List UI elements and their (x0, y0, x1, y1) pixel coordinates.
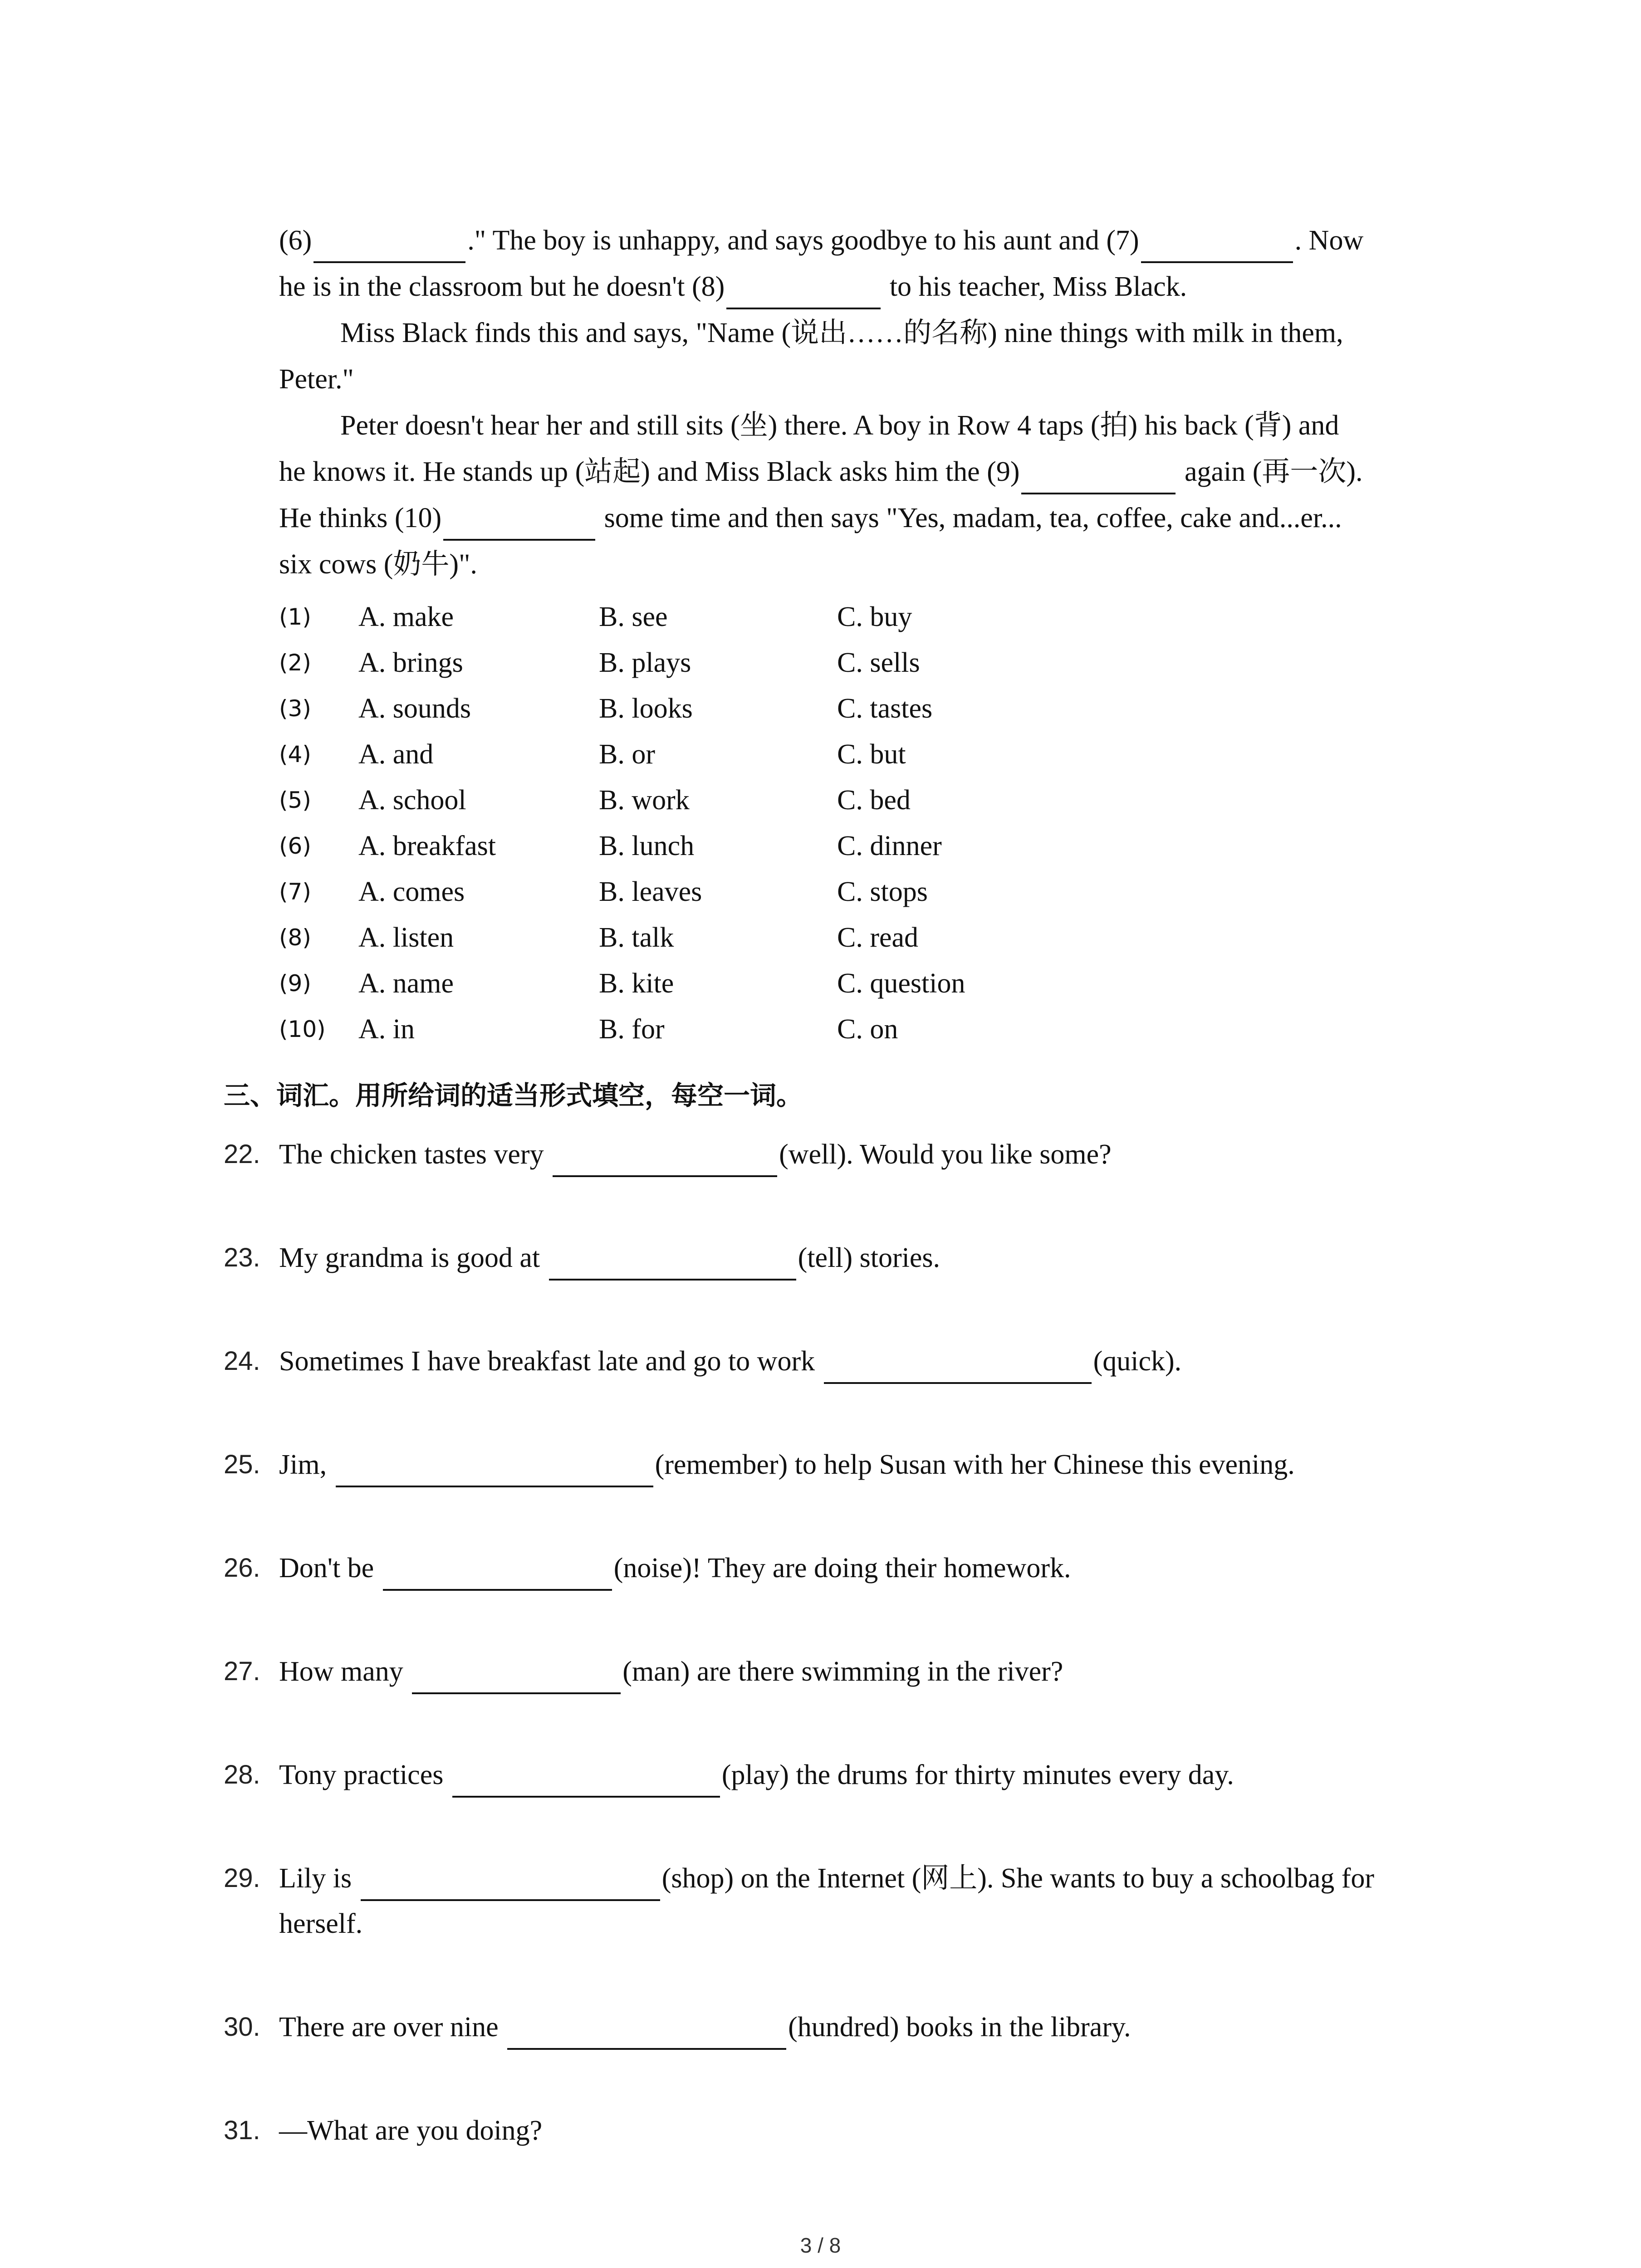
question-number: 29. (224, 1863, 260, 1893)
passage-text: some time and then says "Yes, madam, tea, coffee, cake and...er... (597, 503, 1342, 533)
answer-blank[interactable] (361, 1864, 660, 1901)
option-b[interactable]: B. leaves (599, 876, 702, 907)
option-number: (7) (279, 879, 311, 905)
option-a[interactable]: A. name (358, 968, 454, 999)
question-number: 25. (224, 1450, 260, 1479)
question-text: How many (279, 1656, 411, 1687)
passage-line: Peter doesn't hear her and still sits (坐) there. A boy in Row 4 taps (拍) his back (背) and (340, 410, 1339, 441)
answer-blank[interactable] (507, 2013, 786, 2050)
cloze-passage (279, 218, 1454, 588)
question-number: 30. (224, 2012, 260, 2042)
option-c[interactable]: C. tastes (837, 693, 933, 724)
option-row (279, 915, 1277, 961)
question-item (224, 2004, 1471, 2050)
option-b[interactable]: B. work (599, 785, 690, 816)
question-item (224, 1132, 1471, 1177)
option-row (279, 823, 1277, 869)
option-b[interactable]: B. looks (599, 693, 693, 724)
option-number: (10) (279, 1016, 326, 1042)
question-text: Tony practices (279, 1760, 451, 1790)
option-row (279, 732, 1277, 777)
passage-line (279, 218, 1454, 263)
answer-blank[interactable] (443, 503, 595, 541)
option-a[interactable]: A. and (358, 739, 434, 770)
option-row (279, 869, 1277, 915)
passage-text: He thinks (10) (279, 503, 442, 533)
question-number: 23. (224, 1243, 260, 1272)
passage-line: Peter." (279, 364, 354, 395)
option-b[interactable]: B. talk (599, 922, 674, 953)
page-number: 3 / 8 (800, 2234, 841, 2257)
passage-line (279, 449, 1454, 494)
option-a[interactable]: A. brings (358, 647, 463, 678)
passage-text: he knows it. He stands up (站起) and Miss Black asks him the (9) (279, 456, 1020, 487)
question-text: (man) are there swimming in the river? (622, 1656, 1063, 1687)
passage-text: he is in the classroom but he doesn't (8) (279, 271, 725, 302)
option-b[interactable]: B. see (599, 601, 668, 632)
passage-text: . Now (1294, 225, 1364, 256)
passage-text: (6) (279, 225, 312, 256)
option-b[interactable]: B. kite (599, 968, 674, 999)
option-c[interactable]: C. but (837, 739, 906, 770)
question-item (224, 1752, 1471, 1798)
option-c[interactable]: C. read (837, 922, 919, 953)
question-item (224, 2108, 1471, 2153)
option-c[interactable]: C. buy (837, 601, 912, 632)
section-title: 三、词汇。用所给词的适当形式填空，每空一词。 (224, 1080, 803, 1111)
option-a[interactable]: A. in (358, 1014, 415, 1045)
question-number: 26. (224, 1553, 260, 1583)
question-text: (well). Would you like some? (779, 1139, 1112, 1170)
option-row (279, 640, 1277, 686)
question-text: (tell) stories. (798, 1242, 941, 1273)
option-row (279, 594, 1277, 640)
question-text: Lily is (279, 1863, 359, 1894)
question-item (224, 1442, 1471, 1487)
answer-blank[interactable] (1021, 457, 1176, 494)
option-a[interactable]: A. breakfast (358, 831, 496, 861)
option-row (279, 686, 1277, 732)
question-text: My grandma is good at (279, 1242, 547, 1273)
passage-line (279, 264, 1454, 309)
option-c[interactable]: C. dinner (837, 831, 942, 861)
question-number: 27. (224, 1657, 260, 1686)
question-text: (shop) on the Internet (网上). She wants to buy a schoolbag for (661, 1863, 1375, 1894)
option-number: (6) (279, 833, 311, 859)
question-item (224, 1339, 1471, 1384)
passage-line: six cows (奶牛)". (279, 549, 477, 580)
option-number: (1) (279, 604, 311, 630)
question-number: 22. (224, 1139, 260, 1169)
question-number: 31. (224, 2116, 260, 2145)
option-number: (5) (279, 787, 311, 813)
option-a[interactable]: A. make (358, 601, 454, 632)
question-text: Sometimes I have breakfast late and go to work (279, 1346, 822, 1377)
question-item (224, 1856, 1471, 1946)
option-b[interactable]: B. plays (599, 647, 691, 678)
option-number: (8) (279, 924, 311, 951)
question-text: (quick). (1093, 1346, 1182, 1377)
question-text: (hundred) books in the library. (788, 2012, 1131, 2043)
option-c[interactable]: C. on (837, 1014, 898, 1045)
question-item (224, 1545, 1471, 1591)
question-number: 28. (224, 1760, 260, 1789)
option-a[interactable]: A. listen (358, 922, 454, 953)
option-c[interactable]: C. sells (837, 647, 920, 678)
option-row (279, 777, 1277, 823)
options-list (279, 594, 1277, 1052)
option-number: (3) (279, 695, 311, 722)
question-text: herself. (279, 1908, 363, 1939)
passage-text: ." The boy is unhappy, and says goodbye to his aunt and (7) (467, 225, 1139, 256)
question-text: Don't be (279, 1553, 381, 1584)
question-text: Jim, (279, 1449, 334, 1480)
passage-line (279, 495, 1454, 541)
question-text: The chicken tastes very (279, 1139, 551, 1170)
answer-blank[interactable] (549, 1243, 796, 1281)
option-number: (9) (279, 970, 311, 997)
option-b[interactable]: B. or (599, 739, 655, 770)
option-a[interactable]: A. sounds (358, 693, 471, 724)
option-a[interactable]: A. school (358, 785, 466, 816)
option-number: (2) (279, 650, 311, 676)
answer-blank[interactable] (452, 1760, 720, 1798)
passage-text: again (再一次). (1177, 456, 1363, 487)
option-b[interactable]: B. for (599, 1014, 665, 1045)
answer-blank[interactable] (1141, 226, 1293, 263)
option-row (279, 961, 1277, 1007)
option-number: (4) (279, 741, 311, 767)
answer-blank[interactable] (553, 1140, 777, 1177)
option-c[interactable]: C. question (837, 968, 965, 999)
answer-blank[interactable] (412, 1657, 621, 1694)
answer-blank[interactable] (383, 1554, 612, 1591)
option-c[interactable]: C. stops (837, 876, 928, 907)
option-row (279, 1007, 1277, 1052)
answer-blank[interactable] (314, 226, 465, 263)
question-item (224, 1235, 1471, 1281)
answer-blank[interactable] (336, 1450, 653, 1487)
questions-list (224, 1132, 1471, 2211)
option-a[interactable]: A. comes (358, 876, 465, 907)
answer-blank[interactable] (824, 1347, 1092, 1384)
option-c[interactable]: C. bed (837, 785, 911, 816)
question-item (224, 1649, 1471, 1694)
question-text: (remember) to help Susan with her Chinese this evening. (655, 1449, 1295, 1480)
question-number: 24. (224, 1346, 260, 1376)
question-text: There are over nine (279, 2012, 506, 2043)
option-b[interactable]: B. lunch (599, 831, 695, 861)
question-text: (play) the drums for thirty minutes every day. (721, 1760, 1234, 1790)
answer-blank[interactable] (726, 272, 881, 309)
question-text: (noise)! They are doing their homework. (613, 1553, 1071, 1584)
question-text: —What are you doing? (279, 2115, 543, 2146)
passage-line: Miss Black finds this and says, "Name (说出……的名称) nine things with milk in them, (340, 318, 1343, 348)
passage-text: to his teacher, Miss Black. (882, 271, 1187, 302)
